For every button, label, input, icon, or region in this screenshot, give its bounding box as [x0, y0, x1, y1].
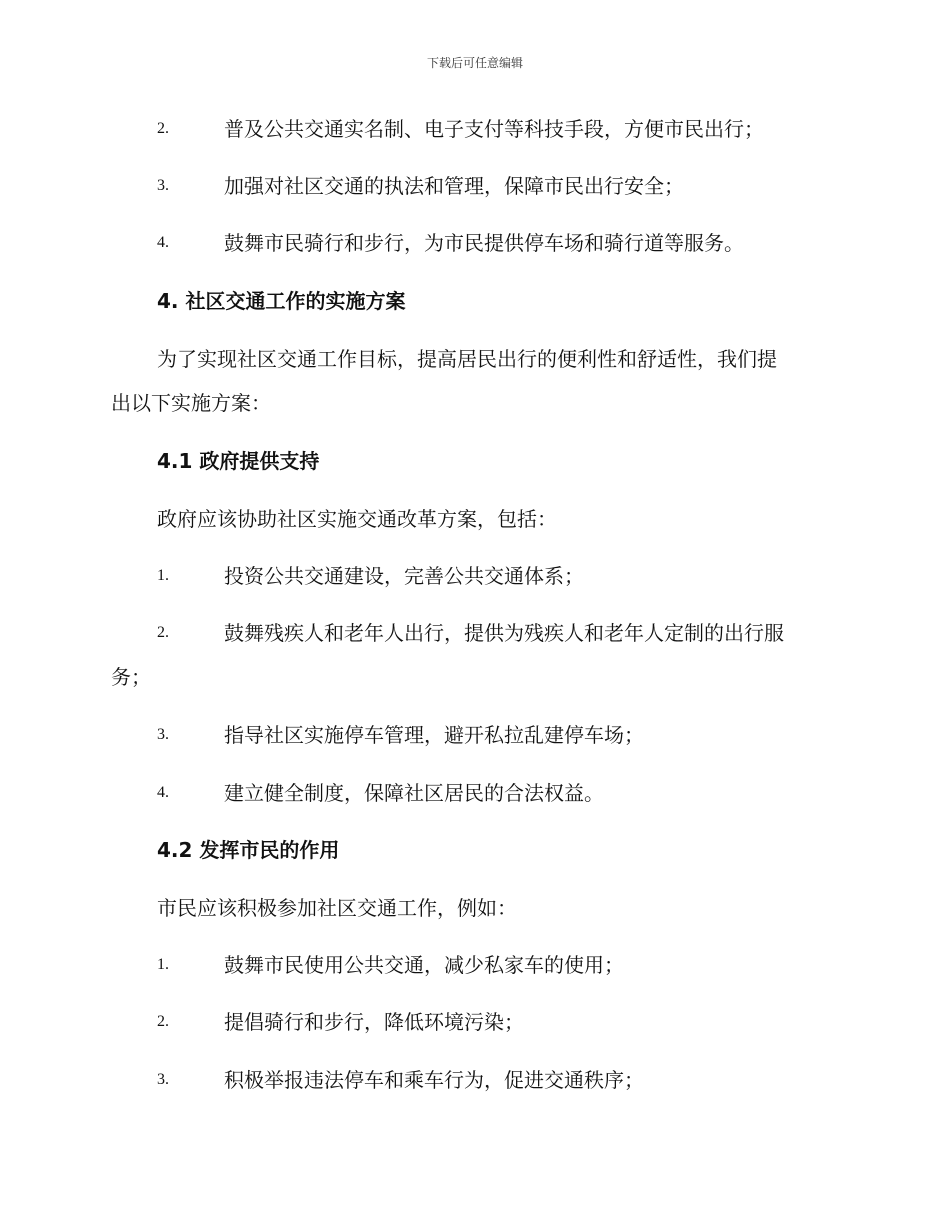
list-text: 建立健全制度，保障社区居民的合法权益。 [224, 781, 604, 805]
list-number: 3. [157, 726, 169, 743]
paragraph-line: 出以下实施方案： [111, 391, 271, 415]
paragraph-line: 市民应该积极参加社区交通工作，例如： [157, 896, 517, 920]
header-note: 下载后可任意编辑 [426, 56, 523, 70]
list-text: 加强对社区交通的执法和管理，保障市民出行安全； [224, 174, 684, 198]
list-number: 2. [157, 120, 169, 137]
paragraph-line: 政府应该协助社区实施交通改革方案，包括： [157, 507, 557, 531]
section-heading: 4. 社区交通工作的实施方案 [157, 289, 406, 313]
list-number: 3. [157, 1071, 169, 1088]
list-text: 普及公共交通实名制、电子支付等科技手段，方便市民出行； [224, 117, 764, 141]
list-text: 指导社区实施停车管理，避开私拉乱建停车场； [224, 723, 644, 747]
list-number: 2. [157, 624, 169, 641]
list-item [0, 1063, 950, 1097]
list-text: 提倡骑行和步行，降低环境污染； [224, 1010, 524, 1034]
list-item [0, 1005, 950, 1039]
list-item [0, 776, 950, 810]
list-item [0, 112, 950, 146]
list-number: 4. [157, 784, 169, 801]
list-item [0, 559, 950, 593]
list-number: 4. [157, 234, 169, 251]
list-item [0, 169, 950, 203]
list-text: 鼓舞市民骑行和步行，为市民提供停车场和骑行道等服务。 [224, 231, 744, 255]
list-text: 鼓舞市民使用公共交通，减少私家车的使用； [224, 953, 624, 977]
list-item [0, 948, 950, 982]
list-text: 鼓舞残疾人和老年人出行，提供为残疾人和老年人定制的出行服 [224, 621, 784, 645]
list-text: 投资公共交通建设，完善公共交通体系； [224, 564, 584, 588]
paragraph-line: 为了实现社区交通工作目标，提高居民出行的便利性和舒适性，我们提 [157, 347, 777, 371]
list-number: 2. [157, 1013, 169, 1030]
list-number: 1. [157, 956, 169, 973]
list-number: 3. [157, 177, 169, 194]
list-item [0, 616, 950, 650]
list-text: 积极举报违法停车和乘车行为，促进交通秩序； [224, 1068, 644, 1092]
section-heading: 4.2 发挥市民的作用 [157, 838, 340, 862]
list-number: 1. [157, 567, 169, 584]
list-item [0, 718, 950, 752]
list-item [0, 226, 950, 260]
list-text-continuation: 务； [111, 665, 151, 689]
section-heading: 4.1 政府提供支持 [157, 449, 320, 473]
